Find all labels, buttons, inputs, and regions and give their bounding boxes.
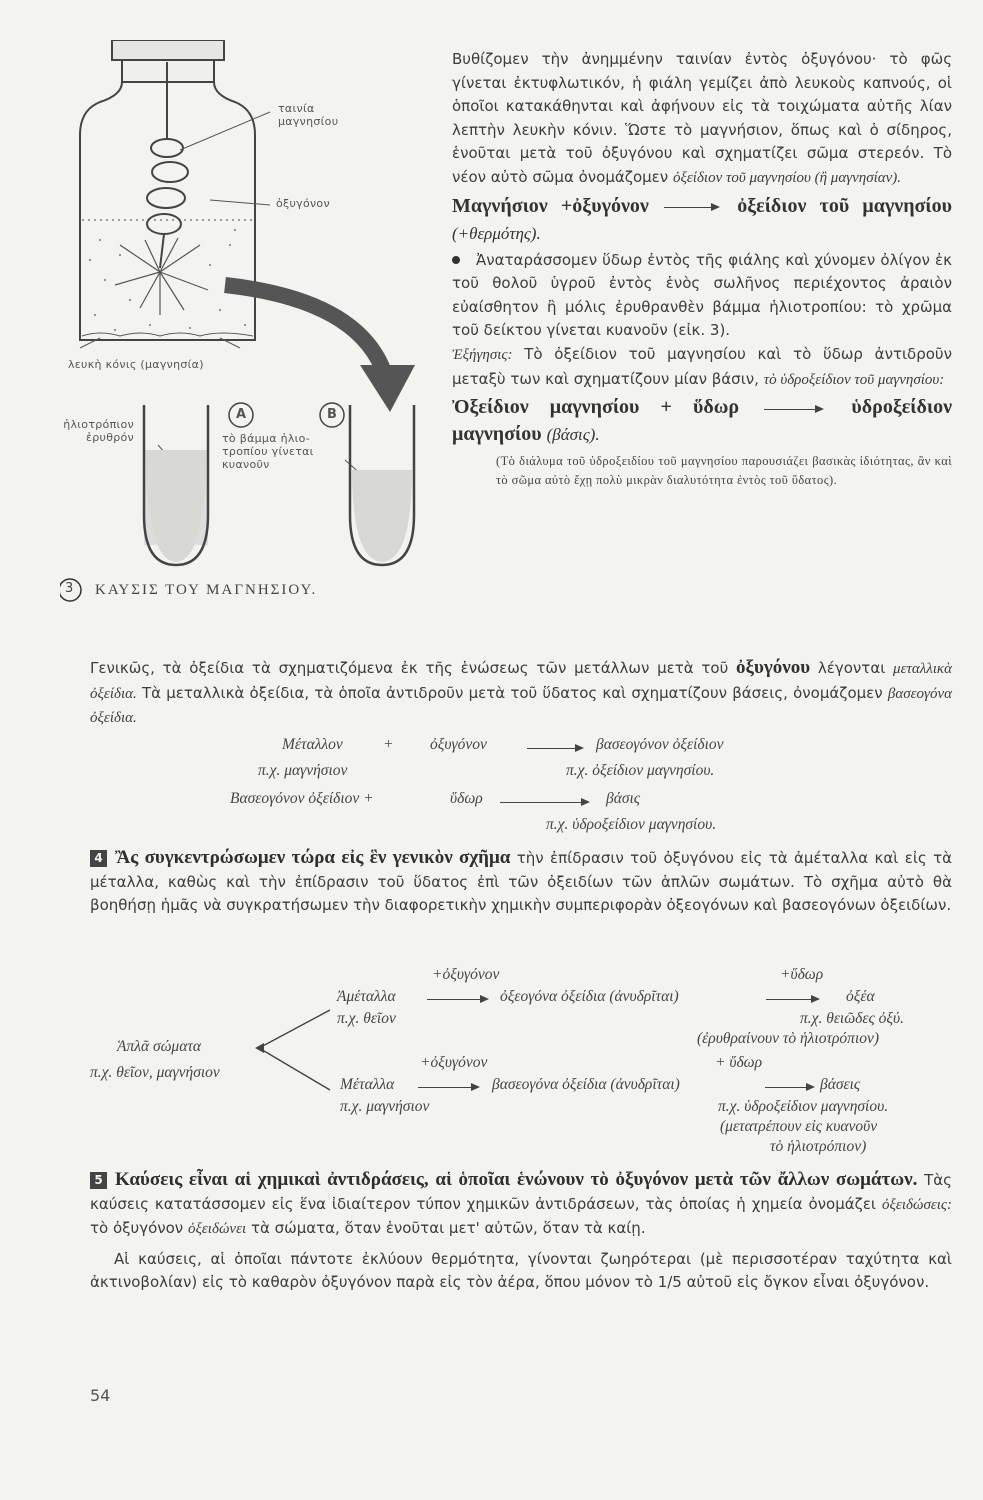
- reaction-base-oxide: βασεογόνον ὀξείδιον: [596, 736, 724, 753]
- section-4: [90, 846, 952, 918]
- equation-1-left: Μαγνήσιον +ὀξυγόνον: [452, 194, 649, 217]
- figure-illustration: [60, 40, 450, 620]
- section-5-text-b: τὸ ὀξυγόνον: [90, 1219, 184, 1237]
- scheme-acids-eg: π.χ. θειῶδες ὀξύ.: [800, 1010, 905, 1027]
- scheme-acids-note: (ἐρυθραίνουν τὸ ἡλιοτρόπιον): [697, 1030, 880, 1047]
- equation-1-right: ὀξείδιον τοῦ μαγνησίου: [737, 194, 953, 217]
- scheme-bases: βάσεις: [820, 1076, 861, 1093]
- tube-b-label: B: [327, 407, 338, 422]
- scheme-acids: ὀξέα: [846, 988, 875, 1005]
- figure-number: 3: [65, 581, 74, 596]
- equation-oxide-water: [452, 394, 952, 448]
- paragraph-immersion: [452, 48, 952, 191]
- general-paragraph: [90, 656, 952, 731]
- section-5-text-c: τὰ σώματα, ὅταν ἑνοῦται μετ' αὐτῶν, ὅταν τὰ καίῃ.: [250, 1219, 646, 1237]
- dye-label-line-2: τροπίου γίνεται: [222, 445, 314, 458]
- solubility-note: (Τὸ διάλυμα τοῦ ὑδροξειδίου τοῦ μαγνησίου παρουσιάζει βασικὰς ἰδιότητας, ἂν καὶ τὸ σῶμα αὐτὸ ἔχῃ πολὺ μικρὰν διαλυτότητα ἐντὸς τοῦ ὕδατος).: [496, 454, 952, 488]
- section-5-paragraph-2: Αἱ καύσεις, αἱ ὁποῖαι πάντοτε ἐκλύουν θερμότητα, γίνονται ζωηρότεραι (μὲ περισσοτέραν ταχύτητα καὶ ἀκτινοβολίαν) εἰς τὸ καθαρὸν ὀξυγόνον παρὰ εἰς τὸν ἀέρα, ὅπου μόνον τὸ 1/5 αὐτοῦ εἰς ὄγκον εἶναι ὀξυγόνον.: [90, 1249, 952, 1291]
- figure-magnesium-combustion: [60, 40, 450, 620]
- powder-label: λευκὴ κόνις (μαγνησία): [68, 358, 204, 371]
- section-5-title: Καύσεις εἶναι αἱ χημικαὶ ἀντιδράσεις, αἱ ὁποῖαι ἑνώνουν τὸ ὀξυγόνον μετὰ τῶν ἄλλων σωμάτων.: [115, 1169, 918, 1190]
- explanation-text: Τὸ ὀξείδιον τοῦ μαγνησίου καὶ τὸ ὕδωρ ἀντιδροῦν μεταξὺ των καὶ σχηματίζουν μίαν βάσιν,: [452, 344, 952, 388]
- figure-caption: ΚΑΥΣΙΣ ΤΟΥ ΜΑΓΝΗΣΙΟΥ.: [95, 582, 318, 598]
- explanation: [452, 343, 952, 392]
- scheme-plus-water-2: + ὕδωρ: [715, 1054, 763, 1071]
- section-5-text-a: Τὰς καύσεις κατατάσσομεν εἰς ἕνα ἰδιαίτερον τύπον χημικῶν ἀντιδράσεων, τὰς ὁποίας ἡ χημεία ὀνομάζει: [90, 1171, 952, 1213]
- scheme-bases-note-1: (μετατρέπουν εἰς κυανοῦν: [720, 1118, 878, 1135]
- paragraph-water: [452, 249, 952, 343]
- equation-magnesium-oxygen: [452, 193, 952, 247]
- scheme-branch-lines: [255, 1005, 335, 1095]
- test-tube-b: [350, 405, 414, 565]
- general-oxygen-bold: ὀξυγόνου: [736, 657, 811, 678]
- bullet-icon: [452, 256, 460, 264]
- scheme-simple-bodies: Ἁπλᾶ σώματα: [117, 1038, 202, 1055]
- reaction-base-oxide-plus: Βασεογόνον ὀξείδιον +: [230, 790, 374, 807]
- scheme-plus-oxygen-2: +ὀξυγόνον: [420, 1054, 488, 1071]
- page-number: 54: [90, 1386, 111, 1405]
- ribbon-label-line-2: μαγνησίου: [278, 115, 339, 128]
- reaction-metal: Μέταλλον: [282, 736, 343, 753]
- general-text-c: Τὰ μεταλλικὰ ὀξείδια, τὰ ὁποῖα ἀντιδροῦν μετὰ τοῦ ὕδατος καὶ σχηματίζουν βάσεις, ὀνομάζομεν: [141, 683, 883, 702]
- litmus-label-line-1: ἡλιοτρόπιον: [63, 418, 134, 431]
- section-4-text: τὴν ἐπίδρασιν τοῦ ὀξυγόνου εἰς τὰ ἀμέταλλα καὶ εἰς τὰ μέταλλα, καθὼς καὶ τὴν ἐπίδρασιν τοῦ ὕδατος ἐπὶ τῶν ὀξειδίων τῶν ἁπλῶν σωμάτων. Τὸ σχῆμα αὐτὸ θὰ βοηθήσῃ ἡμᾶς νὰ συγκρατήσωμεν τὴν διαφορετικὴν χημικὴν συμπεριφορὰν ὀξεογόνων καὶ βασεογόνων ὀξειδίων.: [90, 849, 953, 914]
- dye-label-line-3: κυανοῦν: [222, 458, 270, 471]
- test-tube-a: [144, 405, 208, 565]
- equation-1-heat: (+θερμότης).: [452, 223, 541, 243]
- litmus-label-line-2: ἐρυθρόν: [86, 431, 134, 444]
- scheme-arrow-3: [418, 1087, 478, 1088]
- base-oxides-term: βασεογόνα ὀξείδια.: [90, 685, 952, 726]
- equation-1-arrow: [662, 202, 724, 212]
- paragraph-water-text: Ἀναταράσσομεν ὕδωρ ἐντὸς τῆς φιάλης καὶ χύνομεν ὀλίγον ἐκ τοῦ θολοῦ ὑγροῦ ἐντὸς ἑνὸς σωλῆνος περιέχοντος ἀραιὸν εὐαίσθητον ἢ μόλις ἐρυθρανθὲν βάμμα ἡλιοτροπίου: τὸ χρῶμα τοῦ δείκτου γίνεται κυανοῦν (εἰκ. 3).: [452, 250, 952, 340]
- scheme-simple-eg: π.χ. θεῖον, μαγνήσιον: [90, 1064, 220, 1081]
- explanation-label: Ἐξήγησις:: [452, 346, 513, 363]
- scheme-metals-eg: π.χ. μαγνήσιον: [340, 1098, 430, 1115]
- reaction-arrow-1: [527, 748, 582, 749]
- scheme-arrow-2: [766, 999, 818, 1000]
- hydroxide-term: τὸ ὑδροξείδιον τοῦ μαγνησίου:: [763, 371, 945, 388]
- scheme-nonmetals-eg: π.χ. θεῖον: [337, 1010, 396, 1027]
- reaction-plus: +: [384, 736, 393, 753]
- scheme-arrow-1: [427, 999, 487, 1000]
- scheme-arrow-4: [765, 1087, 813, 1088]
- reaction-arrow-2: [500, 802, 588, 803]
- oxygen-dots: [89, 229, 246, 331]
- section-5-number: 5: [90, 1172, 107, 1189]
- oxidation-term: ὀξειδώσεις:: [882, 1196, 952, 1213]
- section-5: [90, 1168, 952, 1295]
- reaction-eg-magnesium: π.χ. μαγνήσιον: [258, 762, 348, 779]
- reaction-base: βάσις: [606, 790, 641, 807]
- reaction-eg-magnesium-oxide: π.χ. ὀξείδιον μαγνησίου.: [566, 762, 715, 779]
- oxidizes-term: ὀξειδώνει: [187, 1221, 247, 1237]
- general-text-a: Γενικῶς, τὰ ὀξείδια τὰ σχηματιζόμενα ἐκ τῆς ἑνώσεως τῶν μετάλλων μετὰ τοῦ: [90, 659, 729, 677]
- metallic-oxides-term: μεταλλικὰ ὀξείδια.: [90, 661, 952, 702]
- scheme-base-oxides: βασεογόνα ὀξείδια (ἀνυδρῖται): [492, 1076, 680, 1093]
- ribbon-label: [278, 102, 338, 128]
- reaction-oxygen: ὀξυγόνον: [430, 736, 487, 753]
- equation-2-tag: (βάσις).: [546, 425, 600, 445]
- scheme-bases-eg: π.χ. ὑδροξείδιον μαγνησίου.: [718, 1098, 889, 1115]
- tube-a-label: A: [236, 407, 247, 422]
- magnesium-ribbon: [147, 62, 188, 268]
- dye-label: [222, 432, 314, 471]
- right-column-text: [452, 48, 952, 490]
- equation-2-arrow: [760, 404, 830, 414]
- scheme-plus-oxygen-1: +ὀξυγόνον: [432, 966, 500, 983]
- transfer-arrow: [225, 285, 415, 412]
- general-text-b: λέγονται: [817, 659, 886, 677]
- magnesium-oxide-term: ὀξείδιον τοῦ μαγνησίου (ἢ μαγνησίαν).: [672, 169, 902, 186]
- powder-deposit: [82, 333, 253, 336]
- reaction-eg-hydroxide: π.χ. ὑδροξείδιον μαγνησίου.: [546, 816, 717, 833]
- scheme-plus-water-1: +ὕδωρ: [780, 966, 824, 983]
- scheme-acid-oxides: ὀξεογόνα ὀξείδια (ἀνυδρῖται): [500, 988, 679, 1005]
- reaction-water: ὕδωρ: [450, 790, 483, 807]
- scheme-metals: Μέταλλα: [340, 1076, 395, 1093]
- litmus-label: [54, 418, 134, 444]
- oxygen-label: ὀξυγόνον: [276, 197, 330, 210]
- section-4-title: Ἂς συγκεντρώσωμεν τώρα εἰς ἓν γενικὸν σχῆμα: [115, 847, 511, 868]
- dye-label-line-1: τὸ βάμμα ἡλιο-: [222, 432, 310, 445]
- ribbon-label-line-1: ταινία: [278, 102, 315, 115]
- scheme-bases-note-2: τὸ ἡλιοτρόπιον): [770, 1138, 867, 1155]
- paragraph-immersion-text: Βυθίζομεν τὴν ἀνημμένην ταινίαν ἐντὸς ὀξυγόνου· τὸ φῶς γίνεται ἐκτυφλωτικόν, ἡ φιάλη γεμίζει ἀπὸ λευκοὺς καπνούς, οἱ ὁποῖοι κατακάθηνται καὶ ἀφήνουν εἰς τὰ τοιχώματα αὐτῆς λίαν λεπτὴν λευκὴν κόνιν. Ὥστε τὸ μαγνήσιον, ὅπως καὶ ὁ σίδηρος, ἑνοῦται μετὰ τοῦ ὀξυγόνου καὶ σχηματίζει σῶμα στερεόν. Τὸ νέον αὐτὸ σῶμα ὀνομάζομεν: [452, 50, 952, 186]
- scheme-nonmetals: Ἀμέταλλα: [337, 988, 396, 1005]
- section-4-number: 4: [90, 850, 107, 867]
- equation-2-right: ὑδροξείδιον μαγνησίου: [452, 396, 953, 446]
- equation-2-left: Ὀξείδιον μαγνησίου + ὕδωρ: [452, 396, 740, 419]
